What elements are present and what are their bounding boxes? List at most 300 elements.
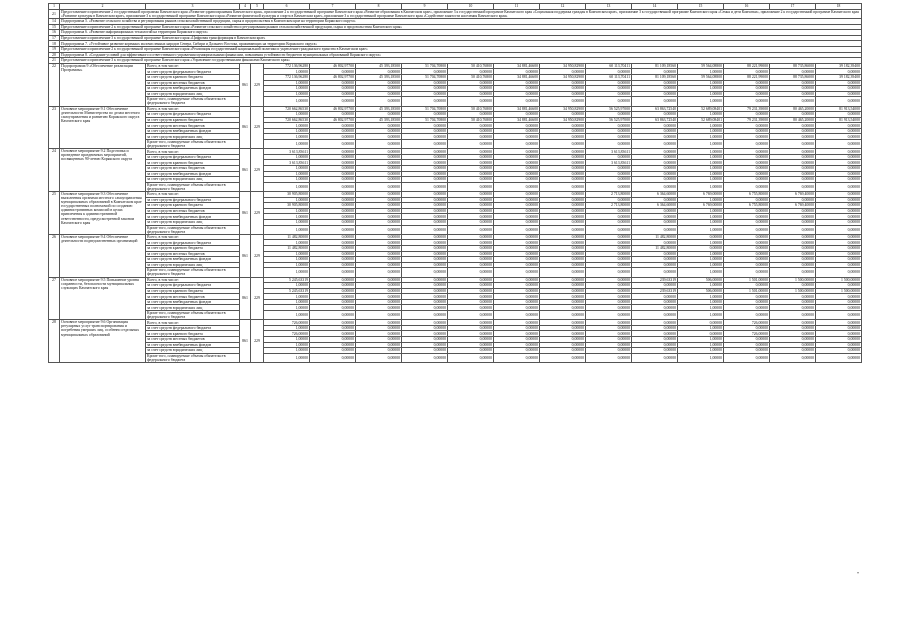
amount-cell: 0,00000 [356,154,402,160]
amount-cell: 0,00000 [816,80,862,86]
amount-cell: 1,00000 [264,134,310,140]
funding-source-label: за счет средств внебюджетных фондов [146,214,240,220]
amount-cell: 59 564,08800 [678,63,724,69]
amount-cell: 1,00000 [678,325,724,331]
amount-cell: 0,00000 [356,197,402,203]
amount-cell: 0,00000 [310,112,356,118]
amount-cell: 1,00000 [264,305,310,311]
amount-cell: 0,00000 [402,160,448,166]
amount-cell: 0,00000 [540,311,586,320]
amount-cell: 0,00000 [402,171,448,177]
amount-cell: 0,00000 [724,112,770,118]
amount-cell: 0,00000 [402,166,448,172]
amount-cell: 0,00000 [402,277,448,283]
amount-cell: 0,00000 [310,257,356,263]
amount-cell: 0,00000 [540,331,586,337]
amount-cell: 0,00000 [632,86,678,92]
amount-cell: 0,00000 [402,268,448,277]
budget-table [48,3,862,363]
amount-cell: 0,00000 [356,182,402,191]
amount-cell: 88 735,86000 [770,63,816,69]
amount-cell: 0,00000 [586,311,632,320]
section-text: Предоставление и привлечение 2 государственной программы Камчатского края «Развитие здравоохранения Камчатского края», приложение 2 к государственной программе Камчатского края «Развитие образования в Камчатском крае», приложение 3 к государственной программе Камчатского края «Социальная поддержка граждан в Камчатском крае», приложение 3 к государственной программе Камчатского края «Семья и дети Камчатки», приложение 2 к государственной программе Камчатского края «Развитие культуры в Камчатском крае», приложение 3 к государственной программе Камчатского края «Развитие физической культуры и спорта в Камчатском крае», приложение 3 к государственной программе Камчатского края «Содействие занятости населения Камчатского края» [60,9,862,18]
amount-cell: 0,00000 [402,240,448,246]
row-number: 27 [49,277,60,320]
amount-cell: 1,00000 [264,337,310,343]
amount-cell: 0,00000 [540,268,586,277]
funding-source-label: за счет средств местных бюджетов [146,208,240,214]
amount-cell: 0,00000 [310,154,356,160]
funding-source-label: Кроме того, планируемые объемы обязательств федерального бюджета [146,140,240,149]
amount-cell: 0,00000 [402,197,448,203]
amount-cell: 0,00000 [724,160,770,166]
amount-cell: 0,00000 [586,283,632,289]
amount-cell: 0,00000 [816,69,862,75]
amount-cell: 88 221,99000 [724,63,770,69]
amount-cell: 0,00000 [494,305,540,311]
amount-cell: 0,00000 [632,342,678,348]
amount-cell: 0,00000 [586,305,632,311]
amount-cell: 1,00000 [264,348,310,354]
amount-cell: 0,00000 [678,320,724,326]
amount-cell: 1,00000 [678,240,724,246]
column-number: 18 [816,4,862,10]
amount-cell: 0,00000 [724,311,770,320]
amount-cell: 63 863,72540 [632,117,678,123]
amount-cell: 0,00000 [356,337,402,343]
amount-cell: 34 950,82900 [540,63,586,69]
funding-source-label: за счет средств юридических лиц [146,219,240,225]
amount-cell: 79 231,39000 [724,117,770,123]
amount-cell: 0,00000 [448,112,494,118]
funding-source-label: Кроме того, планируемые объемы обязательств федерального бюджета [146,182,240,191]
amount-cell: 2 713,80000 [586,192,632,198]
amount-cell: 0,00000 [310,192,356,198]
row-number: 18 [49,41,60,47]
amount-cell: 0,00000 [770,171,816,177]
funding-source-label: Кроме того, планируемые объемы обязательств федерального бюджета [146,225,240,234]
amount-cell: 0,00000 [632,128,678,134]
column-number: 11 [494,4,540,10]
amount-cell: 0,00000 [632,257,678,263]
amount-cell: 0,00000 [356,128,402,134]
amount-cell: 0,00000 [816,299,862,305]
amount-cell: 0,00000 [494,160,540,166]
amount-cell: 0,00000 [724,337,770,343]
column-number: 14 [632,4,678,10]
amount-cell: 0,00000 [494,166,540,172]
amount-cell: 0,00000 [356,97,402,106]
amount-cell: 34 881,46600 [494,63,540,69]
amount-cell: 1,00000 [264,262,310,268]
amount-cell: 0,00000 [310,299,356,305]
funding-source-label: за счет средств юридических лиц [146,177,240,183]
amount-cell: 0,00000 [724,177,770,183]
amount-cell: 0,00000 [632,112,678,118]
amount-cell: 81 109,18560 [632,74,678,80]
amount-cell: 0,00000 [724,240,770,246]
amount-cell: 0,00000 [816,311,862,320]
amount-cell: 0,00000 [448,128,494,134]
amount-cell: 50 410,76800 [448,74,494,80]
amount-cell: 0,00000 [494,177,540,183]
amount-cell: 0,00000 [540,91,586,97]
amount-cell: 56 525,97000 [586,106,632,112]
amount-cell: 0,00000 [724,353,770,362]
amount-cell: 0,00000 [356,240,402,246]
amount-cell: 0,00000 [448,225,494,234]
amount-cell: 81 913,54000 [816,106,862,112]
amount-cell: 0,00000 [816,192,862,198]
amount-cell: 0,00000 [770,149,816,155]
amount-cell: 6 769,00000 [678,203,724,209]
row-number: 16 [49,30,60,36]
amount-cell: 0,00000 [310,305,356,311]
amount-cell: 0,00000 [356,299,402,305]
amount-cell: 0,00000 [494,342,540,348]
amount-cell: 0,00000 [632,325,678,331]
amount-cell: 0,00000 [586,69,632,75]
amount-cell: 0,00000 [540,128,586,134]
amount-cell: 1 500,00000 [816,288,862,294]
amount-cell: 0,00000 [724,342,770,348]
amount-cell: 0,00000 [310,262,356,268]
amount-cell: 0,00000 [402,97,448,106]
amount-cell: 0,00000 [356,234,402,240]
amount-cell: 0,00000 [494,240,540,246]
amount-cell: 1 500,00000 [816,277,862,283]
amount-cell: 0,00000 [310,245,356,251]
amount-cell: 1,00000 [264,182,310,191]
amount-cell: 0,00000 [448,288,494,294]
amount-cell: 0,00000 [356,123,402,129]
amount-cell: 0,00000 [586,154,632,160]
amount-cell: 0,00000 [540,97,586,106]
row-number: 28 [49,320,60,363]
amount-cell: 50 410,76800 [448,106,494,112]
amount-cell: 1,00000 [678,69,724,75]
amount-cell: 0,00000 [494,154,540,160]
amount-cell: 0,00000 [540,353,586,362]
section-text: Предоставление и привлечение 3 к государственной программе Камчатского края «Управление государственными финансами Камчатского края» [60,58,862,64]
amount-cell: 0,00000 [310,182,356,191]
amount-cell: 0,00000 [448,166,494,172]
amount-cell: 0,00000 [356,177,402,183]
amount-cell: 0,00000 [310,97,356,106]
table-row [49,353,862,362]
amount-cell: 0,00000 [816,182,862,191]
amount-cell: 52 689,08401 [678,117,724,123]
amount-cell: 0,00000 [770,234,816,240]
amount-cell: 0,00000 [494,353,540,362]
amount-cell: 0,00000 [724,123,770,129]
amount-cell: 239,63319 [632,277,678,283]
amount-cell: 0,00000 [586,177,632,183]
amount-cell: 1,00000 [264,225,310,234]
amount-cell: 0,00000 [586,342,632,348]
measure-name: Подпрограмма 9 «Обеспечение реализации Программы» [60,63,146,106]
amount-cell: 0,00000 [816,353,862,362]
amount-cell: 1,00000 [264,86,310,92]
amount-cell: 1,00000 [678,257,724,263]
code-cell-1: 861 [240,234,251,277]
amount-cell: 0,00000 [448,182,494,191]
amount-cell: 726,00000 [264,331,310,337]
funding-source-label: за счет средств юридических лиц [146,305,240,311]
amount-cell: 0,00000 [448,353,494,362]
funding-source-label: за счет средств федерального бюджета [146,69,240,75]
amount-cell: 0,00000 [494,214,540,220]
amount-cell: 0,00000 [770,208,816,214]
funding-source-label: Кроме того, планируемые объемы обязательств федерального бюджета [146,268,240,277]
amount-cell: 0,00000 [632,320,678,326]
amount-cell: 0,00000 [724,257,770,263]
amount-cell: 0,00000 [494,203,540,209]
amount-cell: 0,00000 [494,283,540,289]
section-row [49,9,862,18]
column-number: 10 [448,4,494,10]
amount-cell: 0,00000 [586,353,632,362]
amount-cell: 0,00000 [770,325,816,331]
amount-cell: 0,00000 [448,331,494,337]
amount-cell: 1,00000 [678,177,724,183]
amount-cell: 1,00000 [678,305,724,311]
row-number: 19 [49,46,60,52]
amount-cell: 0,00000 [356,86,402,92]
amount-cell: 0,00000 [448,160,494,166]
amount-cell: 0,00000 [770,128,816,134]
amount-cell: 0,00000 [770,166,816,172]
amount-cell: 0,00000 [402,325,448,331]
amount-cell: 0,00000 [540,208,586,214]
amount-cell: 1,00000 [678,268,724,277]
amount-cell: 0,00000 [632,182,678,191]
funding-source-label: за счет средств внебюджетных фондов [146,342,240,348]
amount-cell: 0,00000 [770,257,816,263]
amount-cell: 0,00000 [586,325,632,331]
amount-cell: 0,00000 [632,154,678,160]
funding-source-label: Всего, в том числе: [146,63,240,69]
amount-cell: 0,00000 [586,257,632,263]
code-cell-2: 229 [251,277,264,320]
section-text: Предоставление и привлечение 3 к государственной программе Камчатского края «Цифровая трансформация в Камчатском крае» [60,35,862,41]
column-number: 6 [264,4,310,10]
amount-cell: 1,00000 [678,154,724,160]
amount-cell: 0,00000 [356,80,402,86]
amount-cell: 0,00000 [770,331,816,337]
amount-cell: 0,00000 [310,177,356,183]
amount-cell: 0,00000 [448,240,494,246]
amount-cell: 34 950,82900 [540,74,586,80]
amount-cell: 0,00000 [402,299,448,305]
amount-cell: 0,00000 [310,320,356,326]
amount-cell: 0,00000 [540,325,586,331]
funding-source-label: за счет средств местных бюджетов [146,166,240,172]
amount-cell: 0,00000 [310,348,356,354]
amount-cell: 0,00000 [770,353,816,362]
amount-cell: 6 769,40000 [770,192,816,198]
amount-cell: 0,00000 [586,208,632,214]
amount-cell: 0,00000 [816,197,862,203]
amount-cell: 34 881,46600 [494,74,540,80]
amount-cell: 0,00000 [402,331,448,337]
amount-cell: 0,00000 [494,171,540,177]
amount-cell: 1,00000 [264,342,310,348]
table-row [49,268,862,277]
amount-cell: 0,00000 [724,166,770,172]
amount-cell: 0,00000 [356,353,402,362]
amount-cell: 0,00000 [724,97,770,106]
amount-cell: 6 364,60000 [632,192,678,198]
column-number: 7 [310,4,356,10]
amount-cell: 1,00000 [678,80,724,86]
amount-cell: 0,00000 [356,134,402,140]
amount-cell: 0,00000 [356,160,402,166]
amount-cell: 0,00000 [448,245,494,251]
amount-cell: 0,00000 [540,257,586,263]
amount-cell: 239,63319 [632,288,678,294]
amount-cell: 0,00000 [632,305,678,311]
amount-cell: 1,00000 [678,208,724,214]
amount-cell: 0,00000 [540,283,586,289]
amount-cell: 1,00000 [264,154,310,160]
amount-cell: 1,00000 [678,342,724,348]
amount-cell: 0,00000 [724,325,770,331]
amount-cell: 0,00000 [494,225,540,234]
amount-cell: 0,00000 [402,342,448,348]
amount-cell: 0,00000 [310,342,356,348]
amount-cell: 79 231,39000 [724,106,770,112]
amount-cell: 0,00000 [494,69,540,75]
amount-cell: 0,00000 [540,251,586,257]
amount-cell: 0,00000 [632,91,678,97]
amount-cell: 1,00000 [678,219,724,225]
amount-cell: 0,00000 [310,353,356,362]
amount-cell: 45 393,18500 [356,74,402,80]
amount-cell: 0,00000 [540,305,586,311]
amount-cell: 1,00000 [678,160,724,166]
amount-cell: 0,00000 [586,91,632,97]
amount-cell: 0,00000 [770,86,816,92]
amount-cell: 0,00000 [586,140,632,149]
amount-cell: 726,00000 [724,331,770,337]
code-cell-1: 861 [240,63,251,106]
amount-cell: 0,00000 [448,277,494,283]
amount-cell: 0,00000 [310,294,356,300]
code-cell-2: 229 [251,63,264,106]
code-cell-2: 229 [251,106,264,149]
amount-cell: 0,00000 [402,337,448,343]
amount-cell: 39 182,39400 [816,63,862,69]
amount-cell: 3 613,83611 [264,149,310,155]
amount-cell: 0,00000 [540,197,586,203]
amount-cell: 0,00000 [632,348,678,354]
amount-cell: 0,00000 [770,262,816,268]
amount-cell: 0,00000 [770,140,816,149]
row-number: 25 [49,192,60,235]
amount-cell: 88 735,86000 [770,74,816,80]
amount-cell: 0,00000 [540,154,586,160]
amount-cell: 0,00000 [356,268,402,277]
amount-cell: 1,00000 [678,182,724,191]
column-number: 15 [678,4,724,10]
amount-cell: 0,00000 [356,325,402,331]
amount-cell: 0,00000 [770,214,816,220]
amount-cell: 1 501,00000 [724,277,770,283]
amount-cell: 0,00000 [356,342,402,348]
amount-cell: 0,00000 [448,294,494,300]
amount-cell: 0,00000 [448,197,494,203]
amount-cell: 0,00000 [632,177,678,183]
amount-cell: 0,00000 [770,245,816,251]
amount-cell: 0,00000 [770,348,816,354]
table-body [49,4,862,363]
amount-cell: 0,00000 [402,134,448,140]
amount-cell: 0,00000 [770,283,816,289]
amount-cell: 1,00000 [678,123,724,129]
amount-cell: 0,00000 [356,140,402,149]
amount-cell: 0,00000 [448,97,494,106]
amount-cell: 0,00000 [724,262,770,268]
amount-cell: 0,00000 [816,134,862,140]
amount-cell: 0,00000 [310,140,356,149]
amount-cell: 1 500,00000 [770,288,816,294]
row-number: 14 [49,19,60,25]
amount-cell: 0,00000 [816,240,862,246]
amount-cell: 0,00000 [310,331,356,337]
funding-source-label: Кроме того, планируемые объемы обязательств федерального бюджета [146,97,240,106]
amount-cell: 0,00000 [724,305,770,311]
amount-cell: 46 802,97700 [310,74,356,80]
amount-cell: 0,00000 [310,288,356,294]
amount-cell: 0,00000 [448,348,494,354]
amount-cell: 0,00000 [632,219,678,225]
amount-cell: 726,00000 [724,320,770,326]
amount-cell: 0,00000 [448,219,494,225]
amount-cell: 46 802,97700 [310,117,356,123]
amount-cell: 1,00000 [678,149,724,155]
row-number: 26 [49,234,60,277]
table-row [49,311,862,320]
funding-source-label: за счет средств федерального бюджета [146,112,240,118]
amount-cell: 0,00000 [770,240,816,246]
amount-cell: 1,00000 [264,214,310,220]
amount-cell: 0,00000 [586,182,632,191]
amount-cell: 0,00000 [310,225,356,234]
code-cell-2: 229 [251,234,264,277]
amount-cell: 0,00000 [816,112,862,118]
amount-cell: 0,00000 [540,177,586,183]
amount-cell: 1,00000 [678,140,724,149]
amount-cell: 0,00000 [770,251,816,257]
column-number: 12 [540,4,586,10]
amount-cell: 0,00000 [494,348,540,354]
amount-cell: 0,00000 [494,311,540,320]
amount-cell: 1,00000 [678,299,724,305]
amount-cell: 6 755,80000 [724,203,770,209]
amount-cell: 1,00000 [678,337,724,343]
amount-cell: 0,00000 [402,353,448,362]
amount-cell: 0,00000 [494,299,540,305]
row-number: 23 [49,106,60,149]
amount-cell: 1,00000 [678,311,724,320]
amount-cell: 0,00000 [448,262,494,268]
amount-cell: 0,00000 [724,299,770,305]
column-number: 3 [146,4,240,10]
amount-cell: 0,00000 [770,197,816,203]
amount-cell: 0,00000 [448,69,494,75]
amount-cell: 0,00000 [632,240,678,246]
